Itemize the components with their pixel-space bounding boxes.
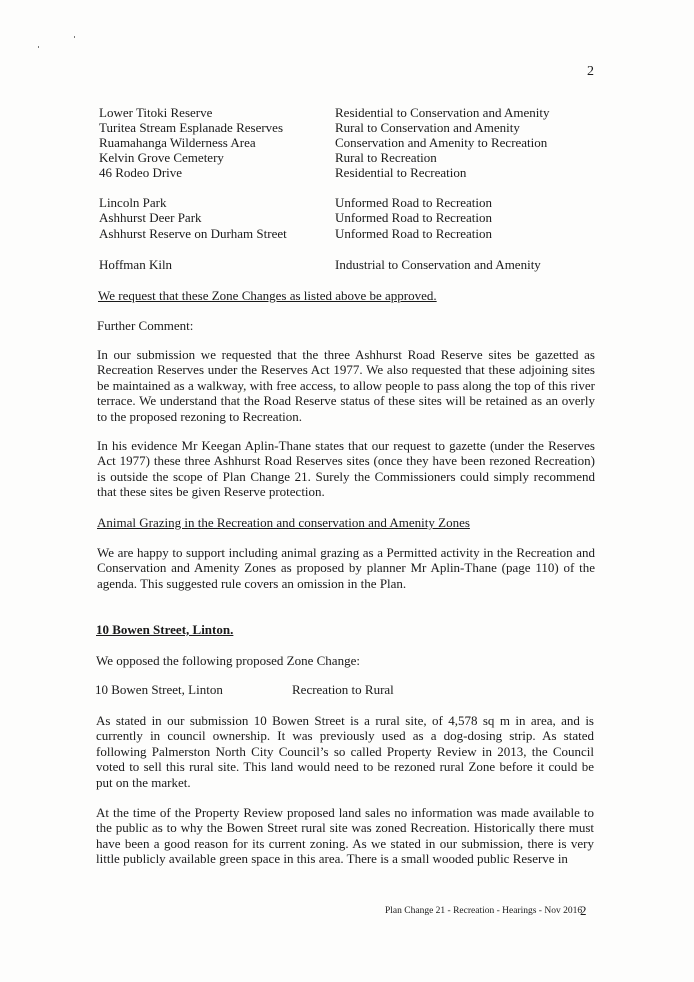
paragraph: In his evidence Mr Keegan Aplin-Thane states that our request to gazette (under the Reserves Act 1977) these three Ashhurst Road Reserves sites (once they have been rezoned Recreation) is outside the scope of Plan Change 21. Surely the Commissioners could simply recommend that these sites be given Reserve protection. — [97, 438, 595, 500]
zone-change: Residential to Conservation and Amenity — [335, 105, 550, 120]
site-name: Kelvin Grove Cemetery — [99, 150, 224, 165]
site-name: Lincoln Park — [99, 195, 167, 210]
section-heading-bowen: 10 Bowen Street, Linton. — [96, 622, 234, 637]
paragraph: In our submission we requested that the three Ashhurst Road Reserve sites be gazetted as Recreation Reserves under the Reserves Act 1977. We also requested that these adjoining sites be maintained as a walkway, with free access, to allow people to pass along the top of this river terrace. We understand that the Road Reserve status of these sites will be retained as an overly to the proposed rezoning to Recreation. — [97, 347, 595, 424]
zone-change: Unformed Road to Recreation — [335, 210, 493, 225]
zone-change: Recreation to Rural — [292, 682, 394, 697]
zone-change: Rural to Conservation and Amenity — [335, 120, 520, 135]
page-number-top: 2 — [587, 64, 594, 79]
site-name: Lower Titoki Reserve — [99, 105, 213, 120]
site-name: Ashhurst Reserve on Durham Street — [99, 226, 287, 241]
zone-change: Industrial to Conservation and Amenity — [335, 257, 541, 272]
site-name: 46 Rodeo Drive — [99, 165, 183, 180]
scan-speck — [38, 46, 39, 48]
approval-request: We request that these Zone Changes as listed above be approved. — [98, 288, 437, 303]
site-name: Ruamahanga Wilderness Area — [99, 135, 256, 150]
section-heading-grazing: Animal Grazing in the Recreation and conservation and Amenity Zones — [97, 515, 470, 530]
zone-change: Conservation and Amenity to Recreation — [335, 135, 548, 150]
footer-page-number: 2 — [580, 903, 587, 918]
further-comment-label: Further Comment: — [97, 318, 194, 333]
zone-change: Rural to Recreation — [335, 150, 437, 165]
site-name: Ashhurst Deer Park — [99, 210, 202, 225]
site-name: Turitea Stream Esplanade Reserves — [99, 120, 283, 135]
paragraph: We are happy to support including animal grazing as a Permitted activity in the Recreation and Conservation and Amenity Zones as proposed by planner Mr Aplin-Thane (page 110) of the agenda. This suggested rule covers an omission in the Plan. — [97, 545, 595, 591]
paragraph: As stated in our submission 10 Bowen Street is a rural site, of 4,578 sq m in area, and is currently in council ownership. It was previously used as a dog-dosing strip. As stated following Palmerston North City Council’s so called Property Review in 2013, the Council voted to sell this rural site. This land would need to be rezoned rural Zone before it could be put on the market. — [96, 713, 594, 790]
zone-change: Residential to Recreation — [335, 165, 467, 180]
site-name: Hoffman Kiln — [99, 257, 173, 272]
zone-change: Unformed Road to Recreation — [335, 226, 493, 241]
site-name: 10 Bowen Street, Linton — [95, 682, 223, 697]
scan-speck — [74, 36, 75, 38]
opposed-intro: We opposed the following proposed Zone Change: — [96, 653, 360, 668]
footer-text: Plan Change 21 - Recreation - Hearings - Nov 2016 — [385, 906, 583, 916]
paragraph: At the time of the Property Review proposed land sales no information was made available to the public as to why the Bowen Street rural site was zoned Recreation. Historically there must have been a good reason for its current zoning. As we stated in our submission, there is very little publicly available green space in this area. There is a small wooded public Reserve in — [96, 805, 594, 867]
zone-change: Unformed Road to Recreation — [335, 195, 493, 210]
